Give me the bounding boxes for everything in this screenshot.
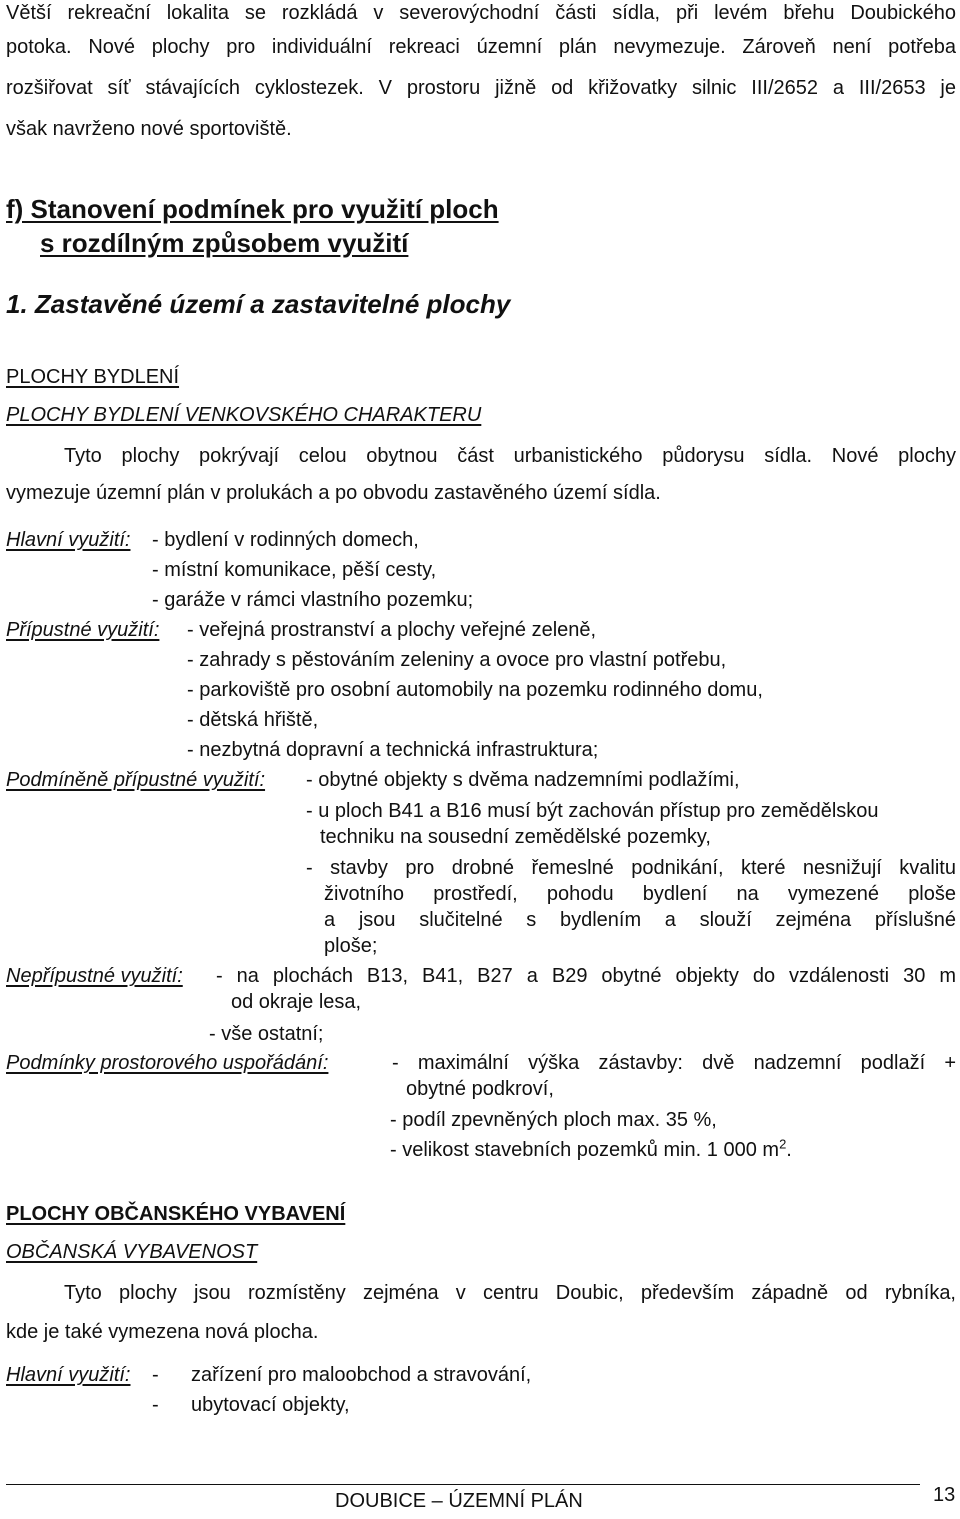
footer-rule xyxy=(6,1484,920,1485)
obcanske-heading: PLOCHY OBČANSKÉHO VYBAVENÍ xyxy=(6,1203,346,1225)
bydleni-pripustne-item: - dětská hřiště, xyxy=(187,709,319,731)
bydleni-podminene-item-cont: techniku na sousední zemědělské pozemky, xyxy=(320,826,711,848)
bydleni-hlavni-item: - garáže v rámci vlastního pozemku; xyxy=(152,589,474,611)
obcanske-subheading: OBČANSKÁ VYBAVENOST xyxy=(6,1241,258,1263)
page-number: 13 xyxy=(933,1484,956,1506)
intro-line-4: však navrženo nové sportoviště. xyxy=(6,118,292,140)
obcanske-dash: - xyxy=(152,1364,159,1386)
bydleni-heading: PLOCHY BYDLENÍ xyxy=(6,366,180,388)
intro-line-3: rozšiřovat síť stávajících cyklostezek. V prostoru jižně od křižovatky silnic III/2652 a III/2653 je xyxy=(6,77,956,99)
footer-title: DOUBICE – ÚZEMNÍ PLÁN xyxy=(335,1490,583,1512)
bydleni-podminene-item-cont: a jsou slučitelné s bydlením a slouží zejména příslušné xyxy=(324,909,956,931)
bydleni-pripustne-item: - zahrady s pěstováním zeleniny a ovoce pro vlastní potřebu, xyxy=(187,649,727,671)
bydleni-hlavni-label: Hlavní využití: xyxy=(6,529,131,551)
bydleni-podminene-item: - obytné objekty s dvěma nadzemními podlažími, xyxy=(306,769,740,791)
section-f-heading-line-2: s rozdílným způsobem využití xyxy=(40,228,409,258)
prostorove-item3-text: - velikost stavebních pozemků min. 1 000 m xyxy=(390,1139,780,1161)
bydleni-hlavni-item: - bydlení v rodinných domech, xyxy=(152,529,419,551)
bydleni-podminene-item: - stavby pro drobné řemeslné podnikání, které nesnižují kvalitu xyxy=(306,857,956,879)
bydleni-pripustne-item: - nezbytná dopravní a technická infrastruktura; xyxy=(187,739,599,761)
prostorove-item3-end: . xyxy=(786,1139,792,1161)
bydleni-nepripustne-item: - vše ostatní; xyxy=(209,1023,324,1045)
obcanske-hlavni-label: Hlavní využití: xyxy=(6,1364,131,1386)
bydleni-prostorove-item: - podíl zpevněných ploch max. 35 %, xyxy=(390,1109,717,1131)
bydleni-nepripustne-item-cont: od okraje lesa, xyxy=(231,991,362,1013)
obcanske-paragraph-line-2: kde je také vymezena nová plocha. xyxy=(6,1321,319,1343)
superscript-2: 2 xyxy=(779,1136,787,1152)
bydleni-podminene-item-cont: životního prostředí, pohodu bydlení na vymezené ploše xyxy=(324,883,956,905)
subsection-1-heading: 1. Zastavěné území a zastavitelné plochy xyxy=(6,289,511,319)
bydleni-pripustne-label: Přípustné využití: xyxy=(6,619,160,641)
bydleni-hlavni-item: - místní komunikace, pěší cesty, xyxy=(152,559,437,581)
obcanske-dash: - xyxy=(152,1394,159,1416)
obcanske-paragraph-line-1: Tyto plochy jsou rozmístěny zejména v centru Doubic, především západně od rybníka, xyxy=(64,1282,956,1304)
bydleni-podminene-item: - u ploch B41 a B16 musí být zachován přístup pro zemědělskou xyxy=(306,800,879,822)
bydleni-nepripustne-item: - na plochách B13, B41, B27 a B29 obytné objekty do vzdálenosti 30 m xyxy=(216,965,956,987)
bydleni-subheading: PLOCHY BYDLENÍ VENKOVSKÉHO CHARAKTERU xyxy=(6,404,482,426)
intro-line-1: Větší rekreační lokalita se rozkládá v severovýchodní části sídla, při levém břehu Doubického xyxy=(6,2,956,24)
bydleni-prostorove-label: Podmínky prostorového uspořádání: xyxy=(6,1052,329,1074)
bydleni-nepripustne-label: Nepřípustné využití: xyxy=(6,965,183,987)
bydleni-prostorove-item-cont: obytné podkroví, xyxy=(406,1078,554,1100)
bydleni-pripustne-item: - veřejná prostranství a plochy veřejné zeleně, xyxy=(187,619,597,641)
bydleni-podminene-item-cont: ploše; xyxy=(324,935,378,957)
obcanske-hlavni-item: zařízení pro maloobchod a stravování, xyxy=(191,1364,532,1386)
bydleni-prostorove-item xyxy=(390,1137,792,1163)
bydleni-pripustne-item: - parkoviště pro osobní automobily na pozemku rodinného domu, xyxy=(187,679,763,701)
bydleni-prostorove-item: - maximální výška zástavby: dvě nadzemní podlaží + xyxy=(392,1052,956,1074)
intro-line-2: potoka. Nové plochy pro individuální rekreaci územní plán nevymezuje. Zároveň není potřeba xyxy=(6,36,956,58)
section-f-heading-line-1: f) Stanovení podmínek pro využití ploch xyxy=(6,194,499,224)
bydleni-paragraph-line-2: vymezuje územní plán v prolukách a po obvodu zastavěného území sídla. xyxy=(6,482,661,504)
obcanske-hlavni-item: ubytovací objekty, xyxy=(191,1394,350,1416)
bydleni-paragraph-line-1: Tyto plochy pokrývají celou obytnou část urbanistického půdorysu sídla. Nové plochy xyxy=(64,445,956,467)
bydleni-podminene-label: Podmíněně přípustné využití: xyxy=(6,769,266,791)
